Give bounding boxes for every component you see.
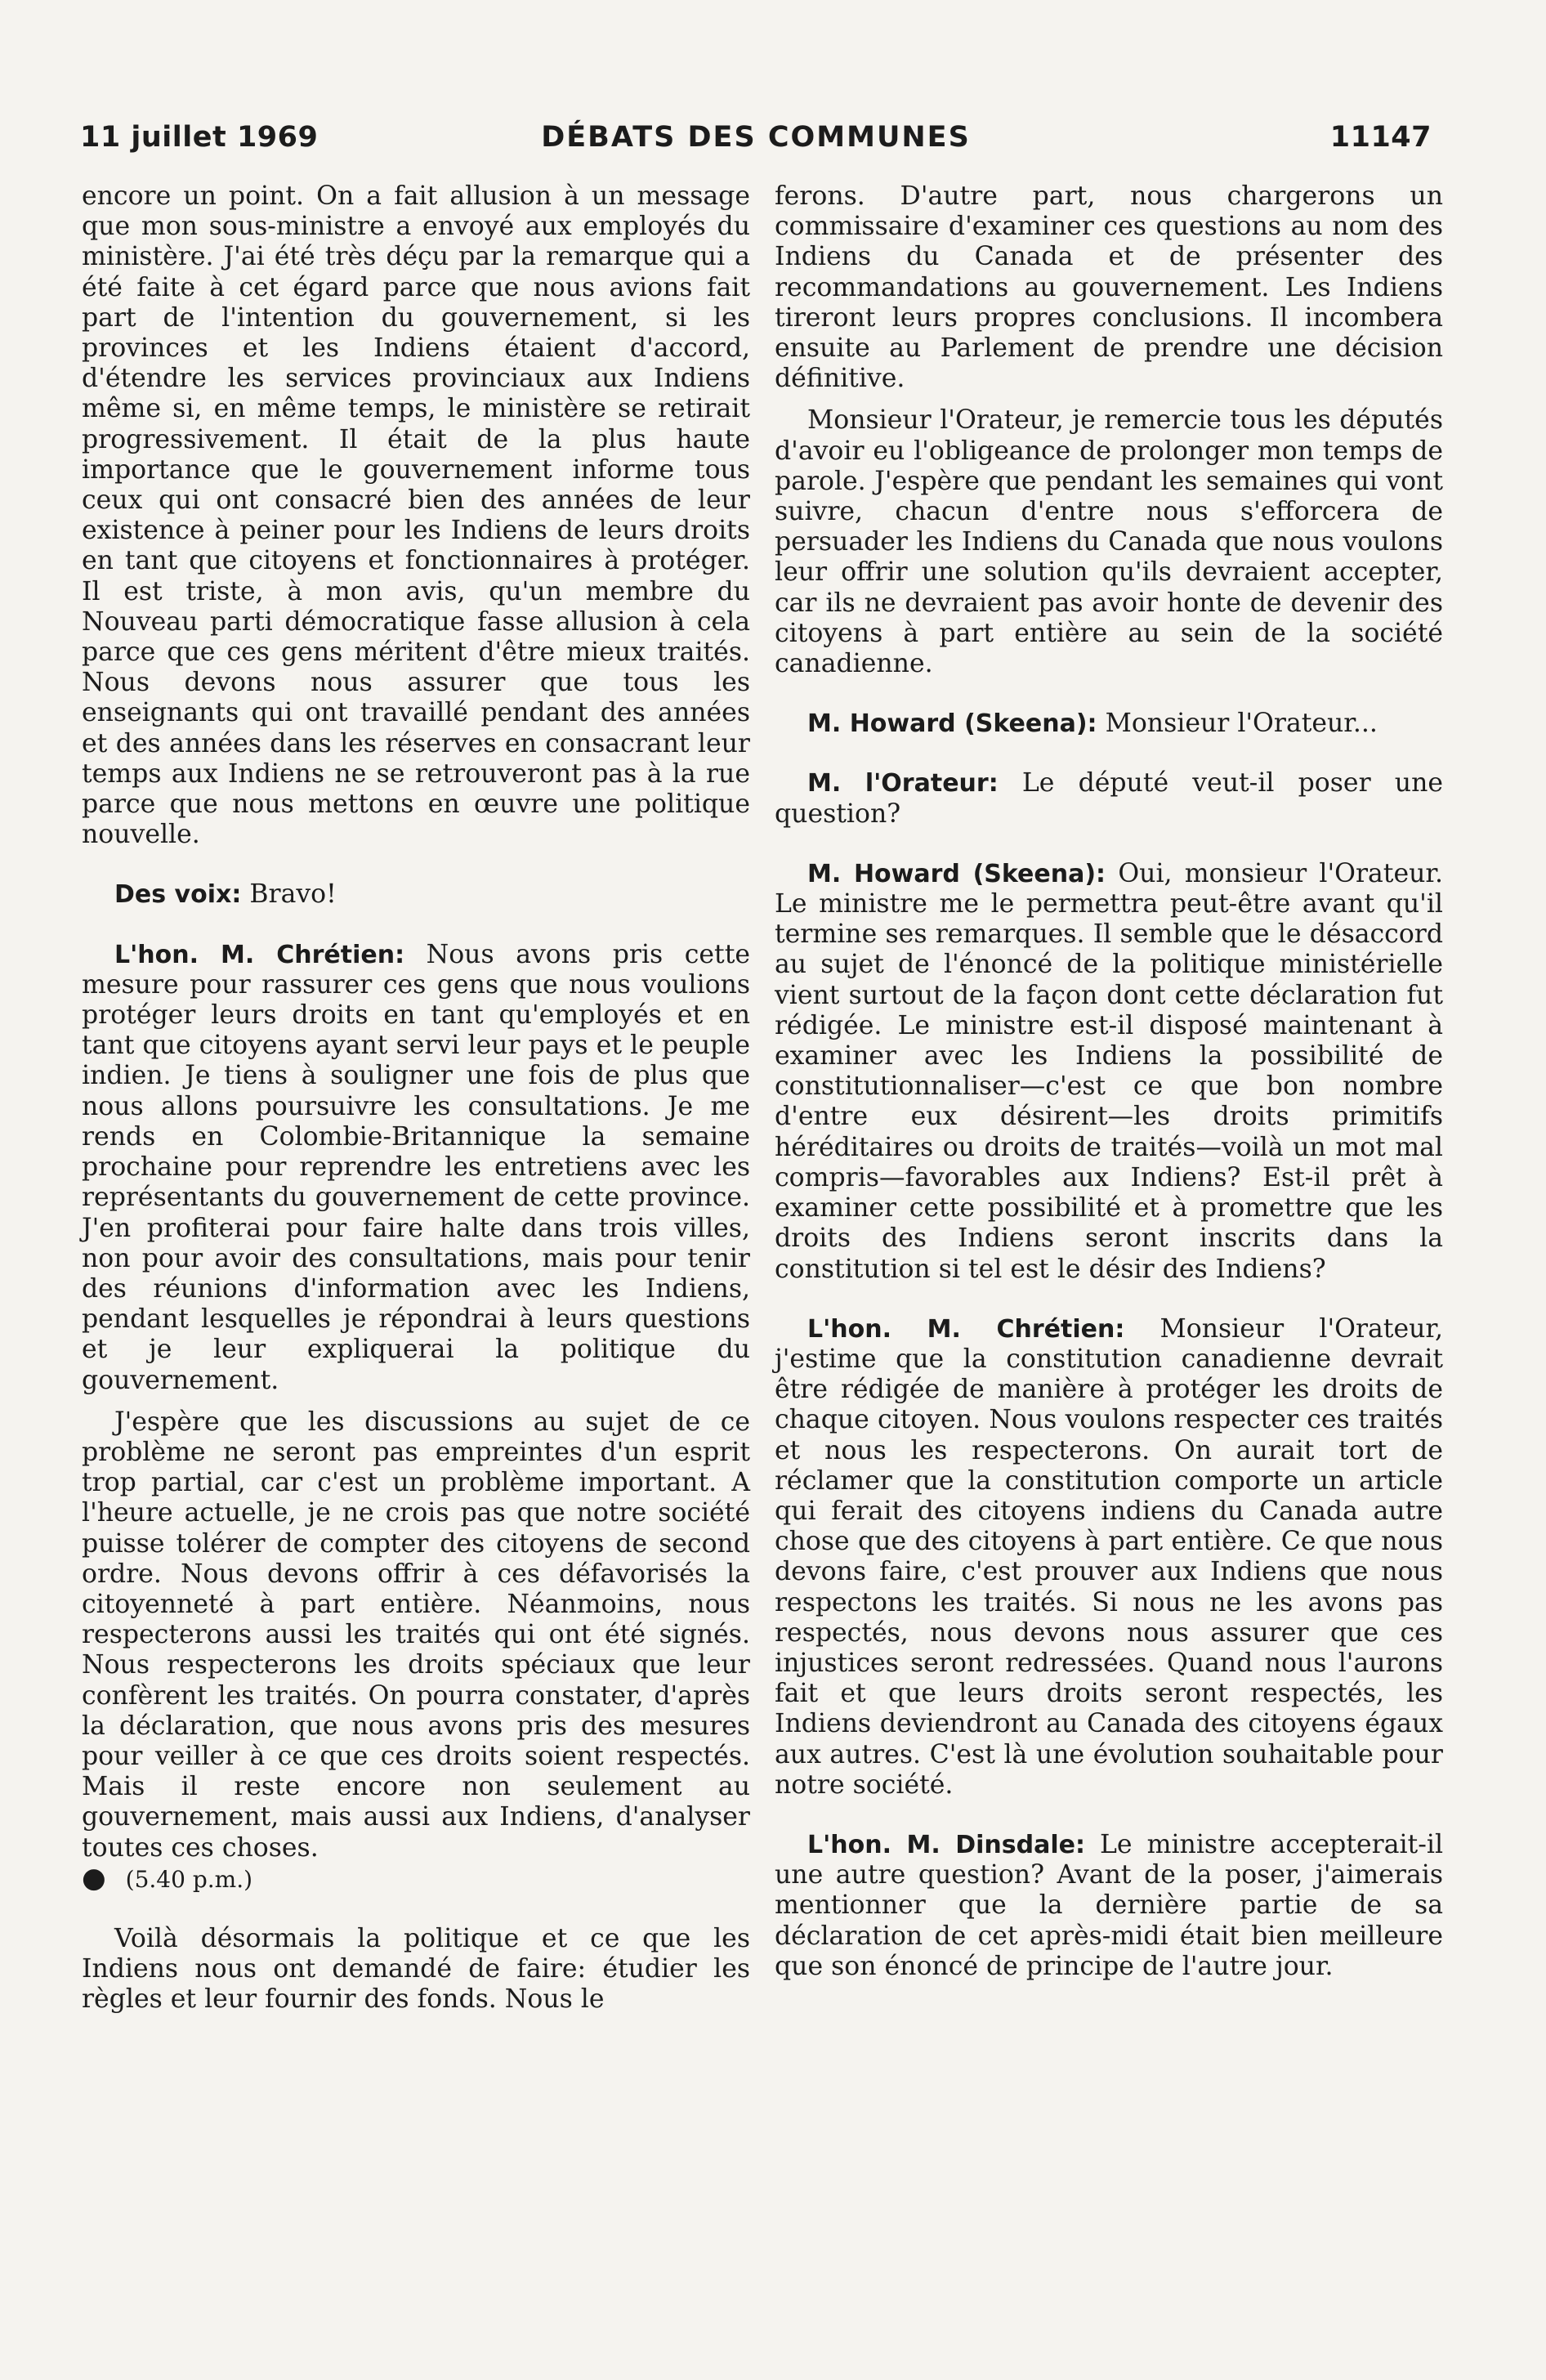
speech — [82, 940, 750, 1396]
speech — [775, 709, 1443, 739]
speech-text: Le député veut-il poser une question? — [775, 768, 1443, 829]
speech — [775, 1314, 1443, 1801]
speech-text: Nous avons pris cette mesure pour rassurer ces gens que nous voulions protéger leurs droits en tant qu'employés et en tant que citoyens ayant servi leur pays et le peuple indien. Je tiens à souligner une fois de plus que nous allons poursuivre les consultations. Je me rends en Colombie-Britannique la semaine prochaine pour reprendre les entretiens avec les représentants du gouvernement de cette province. J'en profiterai pour faire halte dans trois villes, non pour avoir des consultations, mais pour tenir des réunions d'information avec les Indiens, pendant lesquelles je répondrai à leurs questions et je leur expliquerai la politique du gouvernement. — [82, 939, 750, 1395]
speech — [775, 768, 1443, 829]
speech-text: Le ministre accepterait-il une autre question? Avant de la poser, j'aimerais mentionner que la dernière partie de sa déclaration de cet après-midi était bien meilleure que son énoncé de principe de l'autre jour. — [775, 1829, 1444, 1981]
speech-text: Monsieur l'Orateur... — [1105, 709, 1378, 739]
header-date: 11 juillet 1969 — [80, 121, 319, 154]
paragraph: Monsieur l'Orateur, je remercie tous les députés d'avoir eu l'obligeance de prolonger mon temps de parole. J'espère que pendant les semaines qui vont suivre, chacun d'entre nous s'efforcera de persuader les Indiens du Canada que nous voulons leur offrir une solution qu'ils devraient accepter, car ils ne devraient pas avoir honte de devenir des citoyens à part entière au sein de la société canadienne. — [775, 405, 1443, 679]
paragraph: ferons. D'autre part, nous chargerons un commissaire d'examiner ces questions au nom des Indiens du Canada et de présenter des recommandations au gouvernement. Les Indiens tireront leurs propres conclusions. Il incombera ensuite au Parlement de prendre une décision définitive. — [775, 181, 1443, 394]
speaker-name: L'hon. M. Chrétien: — [114, 940, 405, 969]
speaker-name: Des voix: — [114, 880, 242, 910]
right-column — [775, 181, 1443, 1982]
bullet-icon: ● — [82, 1861, 106, 1895]
left-column — [82, 181, 750, 2015]
speech-text: Bravo! — [249, 879, 337, 910]
speaker-name: L'hon. M. Chrétien: — [807, 1314, 1125, 1344]
speaker-name: L'hon. M. Dinsdale: — [807, 1830, 1085, 1859]
time-stamp: (5.40 p.m.) — [125, 1865, 253, 1893]
speech-text: Oui, monsieur l'Orateur. Le ministre me le permettra peut-être avant qu'il termine ses remarques. Il semble que le désaccord au sujet de l'énoncé de la politique ministérielle vient surtout de la façon dont cette déclaration fut rédigée. Le ministre est-il disposé maintenant à examiner avec les Indiens la possibilité de constitutionnaliser—c'est ce que bon nombre d'entre eux désirent—les droits primitifs héréditaires ou droits de traités—voilà un mot mal compris—favorables aux Indiens? Est-il prêt à examiner cette possibilité et à promettre que les droits des Indiens seront inscrits dans la constitution si tel est le désir des Indiens? — [775, 858, 1443, 1284]
speaker-name: M. Howard (Skeena): — [807, 709, 1097, 739]
paragraph: encore un point. On a fait allusion à un message que mon sous-ministre a envoyé aux employés du ministère. J'ai été très déçu par la remarque qui a été faite à cet égard parce que nous avions fait part de l'intention du gouvernement, si les provinces et les Indiens étaient d'accord, d'étendre les services provinciaux aux Indiens même si, en même temps, le ministère se retirait progressivement. Il était de la plus haute importance que le gouvernement informe tous ceux qui ont consacré bien des années de leur existence à peiner pour les Indiens de leurs droits en tant que citoyens et fonctionnaires à protéger. Il est triste, à mon avis, qu'un membre du Nouveau parti démocratique fasse allusion à cela parce que ces gens méritent d'être mieux traités. Nous devons nous assurer que tous les enseignants qui ont travaillé pendant des années et des années dans les réserves en consacrant leur temps aux Indiens ne se retrouveront pas à la rue parce que nous mettons en œuvre une politique nouvelle. — [82, 181, 750, 850]
speaker-name: M. Howard (Skeena): — [807, 859, 1106, 888]
page-header — [80, 121, 1432, 162]
speech — [82, 879, 750, 910]
speech — [775, 1830, 1443, 1982]
header-page-number: 11147 — [1329, 121, 1432, 154]
header-title: DÉBATS DES COMMUNES — [541, 121, 971, 154]
paragraph: J'espère que les discussions au sujet de ce problème ne seront pas empreintes d'un esprit trop partial, car c'est un problème important. A l'heure actuelle, je ne crois pas que notre société puisse tolérer de compter des citoyens de second ordre. Nous devons offrir à ces défavorisés la citoyenneté à part entière. Néanmoins, nous respecterons aussi les traités qui ont été signés. Nous respecterons les droits spéciaux que leur confèrent les traités. On pourra constater, d'après la déclaration, que nous avons pris des mesures pour veiller à ce que ces droits soient respectés. Mais il reste encore non seulement au gouvernement, mais aussi aux Indiens, d'analyser toutes ces choses. — [82, 1407, 750, 1863]
speech — [775, 859, 1443, 1285]
paragraph: Voilà désormais la politique et ce que les Indiens nous ont demandé de faire: étudier les règles et leur fournir des fonds. Nous le — [82, 1923, 750, 2015]
time-marker — [82, 1863, 750, 1895]
speaker-name: M. l'Orateur: — [807, 769, 999, 799]
speech-text: Monsieur l'Orateur, j'estime que la constitution canadienne devrait être rédigée de manière à protéger les droits de chaque citoyen. Nous voulons respecter ces traités et nous les respecterons. On aurait tort de réclamer que la constitution comporte un article qui ferait des citoyens indiens du Canada autre chose que des citoyens à part entière. Ce que nous devons faire, c'est prouver aux Indiens que nous respectons les traités. Si nous ne les avons pas respectés, nous devons nous assurer que ces injustices seront redressées. Quand nous l'aurons fait et que leurs droits seront respectés, les Indiens deviendront au Canada des citoyens égaux aux autres. C'est là une évolution souhaitable pour notre société. — [775, 1313, 1443, 1800]
